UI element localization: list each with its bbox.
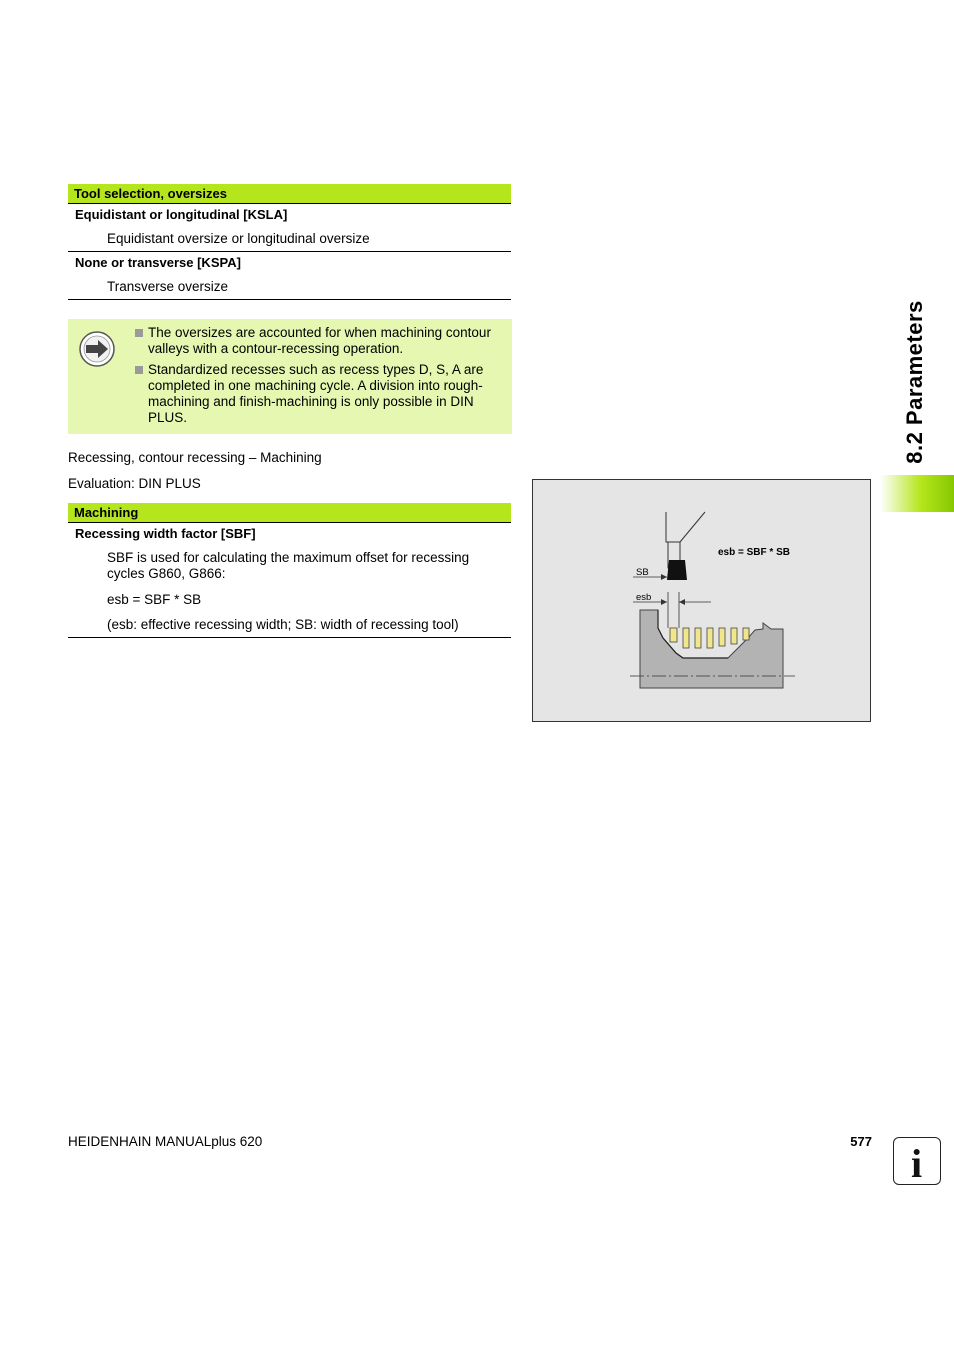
- param-title-ksla: Equidistant or longitudinal [KSLA]: [75, 207, 288, 222]
- note-item-text: Standardized recesses such as recess types D, S, A are completed in one machining cycle. A division into rough-machining and finish-machining is only possible in DIN PLUS.: [148, 362, 484, 425]
- divider: [68, 299, 511, 300]
- intro-line-1: Recessing, contour recessing – Machining: [68, 450, 322, 465]
- section-header-tool-selection: Tool selection, oversizes: [68, 184, 511, 204]
- info-letter: i: [910, 1141, 923, 1183]
- divider: [68, 251, 511, 252]
- note-item-oversizes: [148, 325, 508, 357]
- figure-esb-label: esb: [636, 592, 652, 603]
- footer-manual-title: HEIDENHAIN MANUALplus 620: [68, 1134, 263, 1149]
- info-icon: [893, 1137, 941, 1185]
- section-header-machining: Machining: [68, 503, 511, 523]
- param-title-sbf: Recessing width factor [SBF]: [75, 526, 256, 541]
- param-explanation: (esb: effective recessing width; SB: width of recessing tool): [107, 617, 459, 632]
- param-desc-kspa: Transverse oversize: [107, 279, 229, 294]
- note-item-text: The oversizes are accounted for when machining contour valleys with a contour-recessing operation.: [148, 325, 491, 356]
- param-desc-sbf: SBF is used for calculating the maximum offset for recessing cycles G860, G866:: [107, 550, 470, 581]
- figure-sb-label: SB: [636, 567, 649, 578]
- param-formula: esb = SBF * SB: [107, 592, 202, 607]
- note-item-standard-recesses: [148, 362, 510, 426]
- side-chapter-title: [895, 300, 935, 464]
- bullet-icon: [135, 329, 143, 337]
- intro-line-2: Evaluation: DIN PLUS: [68, 476, 201, 491]
- param-title-kspa: None or transverse [KSPA]: [75, 255, 241, 270]
- side-chapter-title-text: 8.2 Parameters: [902, 300, 927, 464]
- page-number: 577: [850, 1134, 872, 1149]
- recessing-diagram: [533, 480, 870, 721]
- info-glyph: [894, 1138, 939, 1183]
- recessing-figure: [532, 479, 871, 722]
- param-desc-ksla: Equidistant oversize or longitudinal oversize: [107, 231, 370, 246]
- bullet-icon: [135, 366, 143, 374]
- chapter-tab: [880, 475, 954, 512]
- note-box: [68, 319, 512, 434]
- divider: [68, 637, 511, 638]
- arrow-right-icon: [78, 330, 116, 368]
- figure-formula-label: esb = SBF * SB: [718, 547, 790, 558]
